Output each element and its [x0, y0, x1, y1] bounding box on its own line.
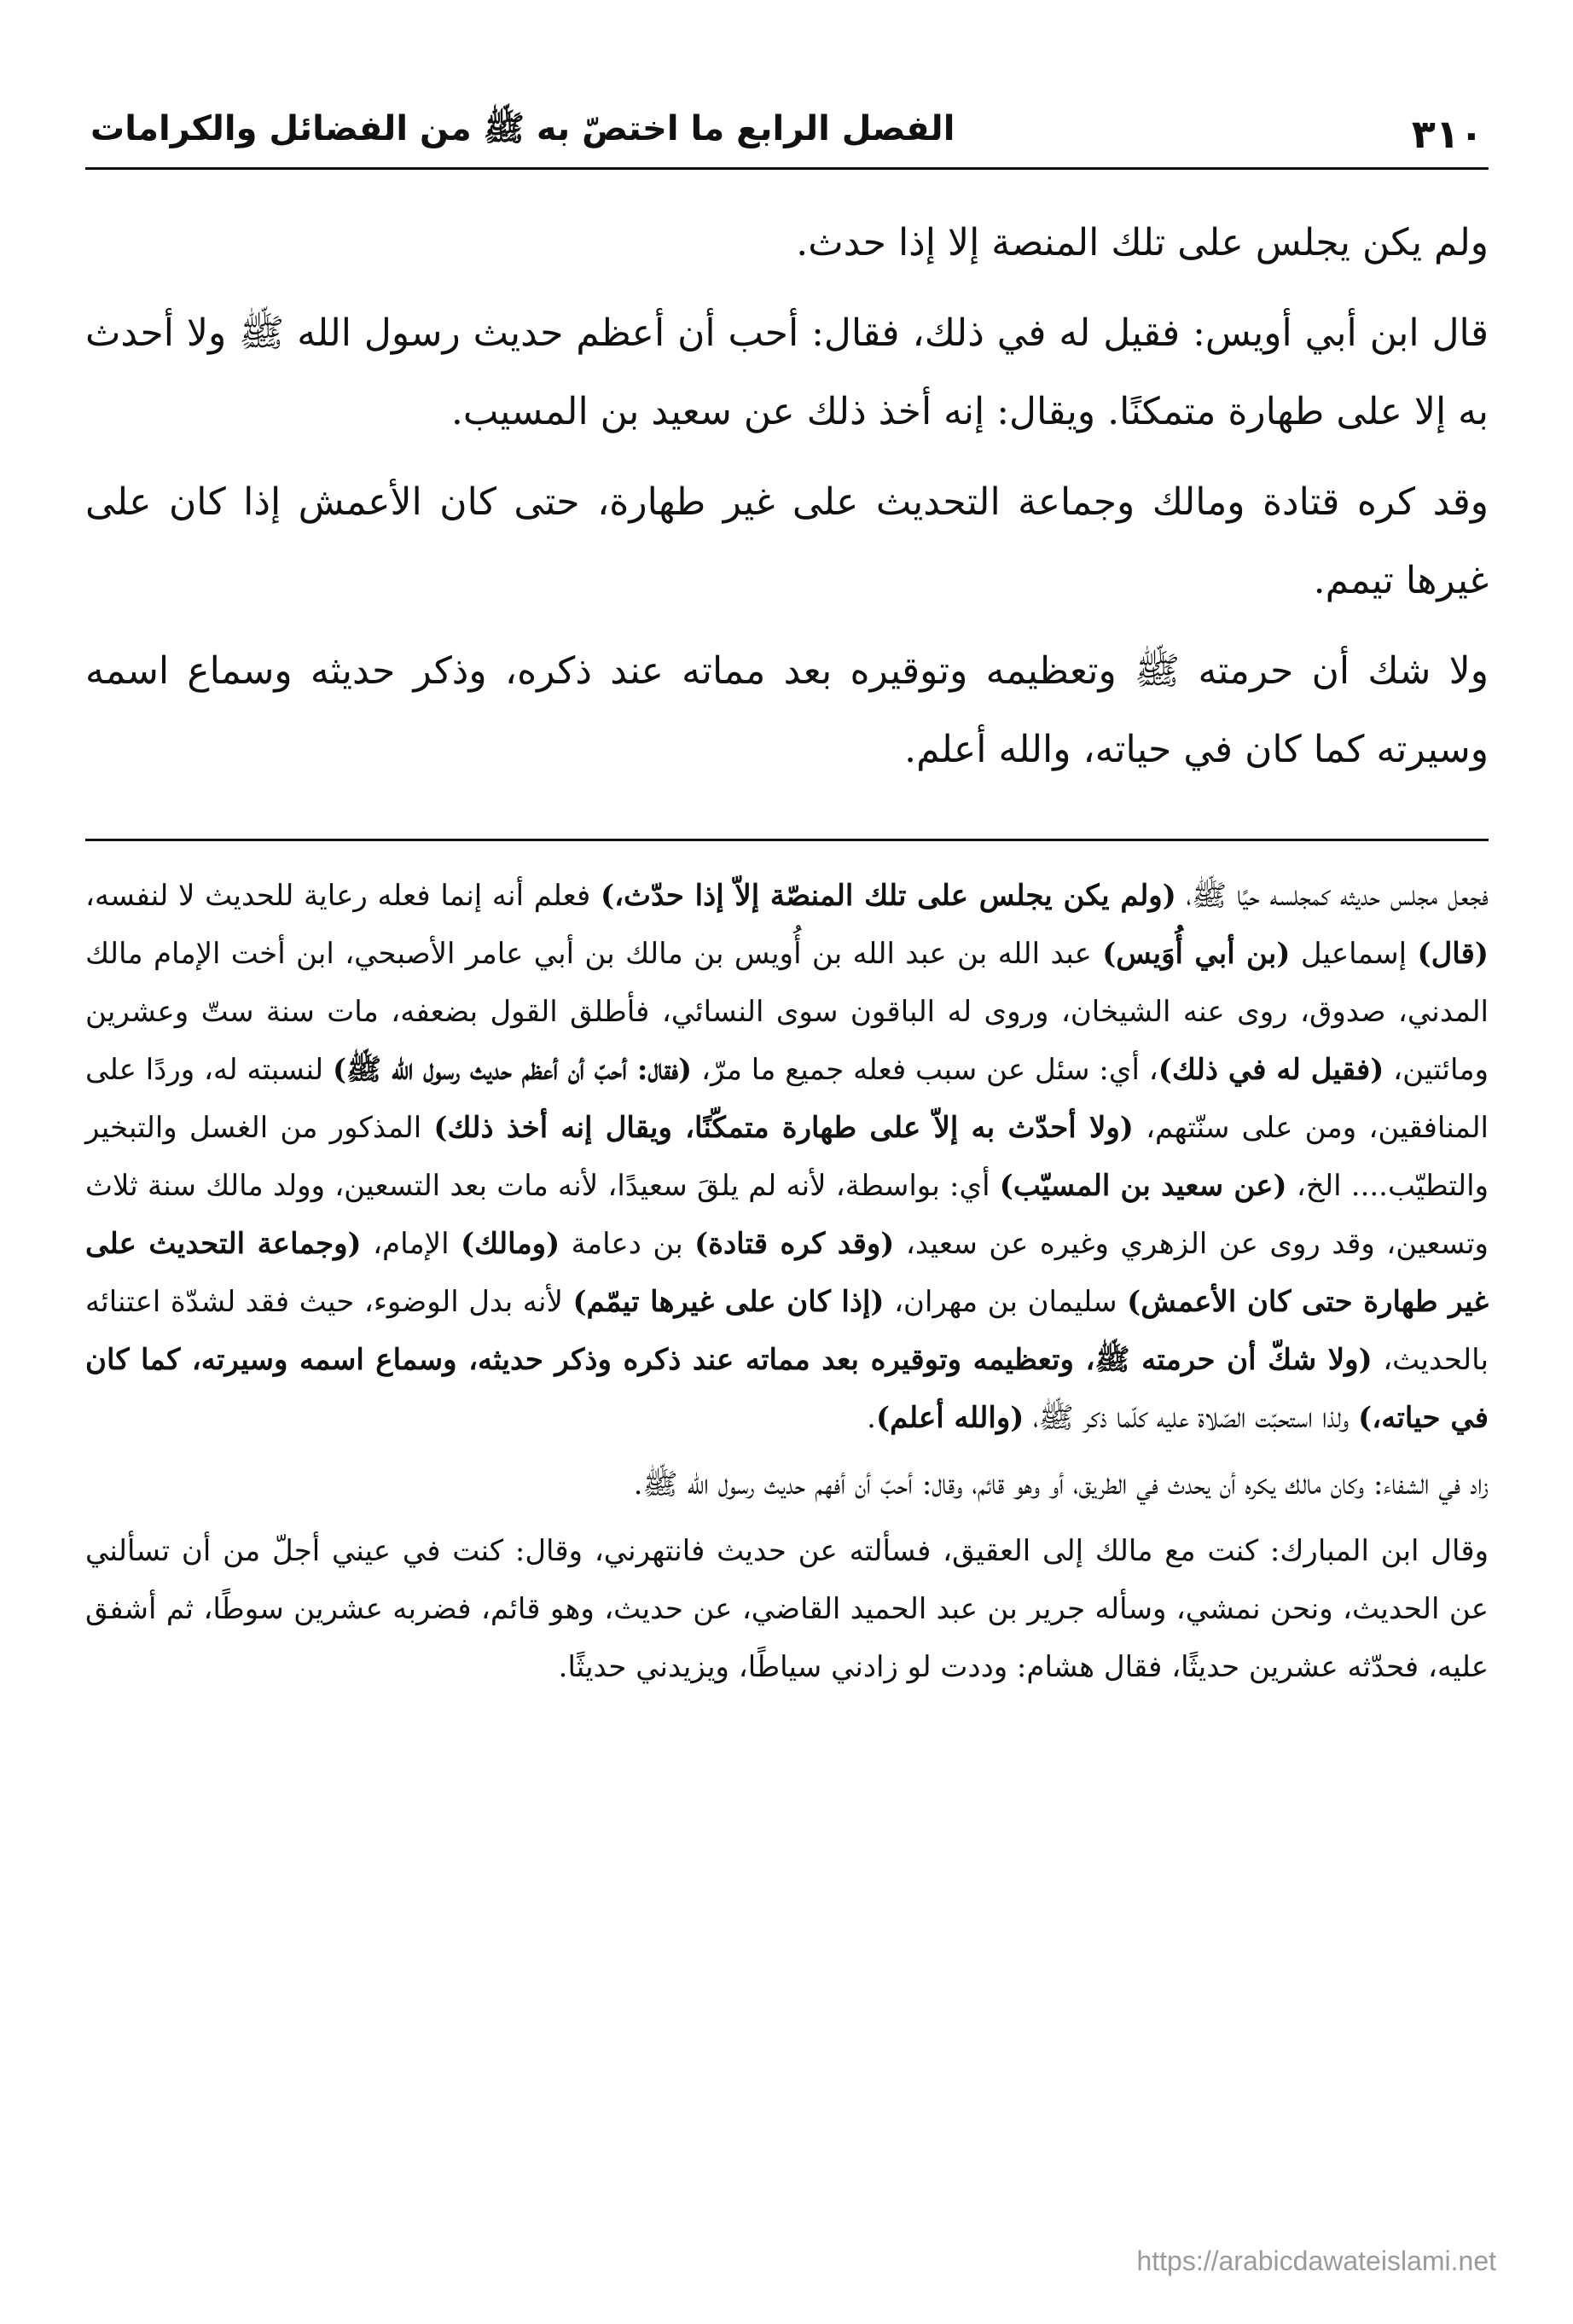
main-text	[85, 204, 1489, 789]
quoted-text: (إذا كان على غيرها تيمّم)	[572, 1285, 885, 1319]
quoted-text: (وقد كره قتادة)	[694, 1227, 895, 1261]
commentary-paragraph	[85, 867, 1489, 1447]
watermark-url: https://arabicdawateislami.net	[1136, 2246, 1496, 2276]
commentary-text: عبد الله بن عبد الله بن أُويس بن مالك بن أبي عامر الأصبحي، ابن أخت الإمام مالك المدني، صدوق، روى عنه الشيخان، وروى له الباقون سوى النسائي، فأطلق القول بضعفه، مات سنة ستّ وعشرين ومائتين،	[85, 937, 1489, 1087]
quoted-text: (فقال: أحبّ أن أعظم حديث رسول الله ﷺ)	[332, 1053, 693, 1087]
running-title: الفصل الرابع ما اختصّ به ﷺ من الفضائل والكرامات	[90, 109, 955, 148]
main-paragraph: قال ابن أبي أويس: فقيل له في ذلك، فقال: أحب أن أعظم حديث رسول الله ﷺ ولا أحدث به إلا على طهارة متمكنًا. ويقال: إنه أخذ ذلك عن سعيد بن المسيب.	[85, 311, 1489, 433]
commentary-text: ، أي: سئل عن سبب فعله جميع ما مرّ،	[692, 1053, 1158, 1087]
quoted-text: (عن سعيد بن المسيّب)	[999, 1169, 1287, 1203]
commentary-text: لنسبته له، وردًا على المنافقين، ومن على سنّتهم،	[85, 1053, 1489, 1145]
quoted-text: (ولم يكن يجلس على تلك المنصّة إلاّ إذا حدّث،)	[600, 879, 1176, 913]
quoted-text: (ولا شكّ أن حرمته ﷺ، وتعظيمه وتوقيره بعد مماته عند ذكره وذكر حديثه، وسماع اسمه وسيرته، كما كان في حياته،)	[85, 1343, 1489, 1435]
commentary-text: ولذا استحبّت الصّلاة عليه كلّما ذكر ﷺ،	[1024, 1401, 1359, 1435]
commentary-paragraph: وقال ابن المبارك: كنت مع مالك إلى العقيق، فسألته عن حديث فانتهرني، وقال: كنت في عيني أجلّ من أن تسألني عن الحديث، ونحن نمشي، وسأله جرير بن عبد الحميد القاضي، عن حديث، وهو قائم، فضربه عشرين سوطًا، ثم أشفق عليه، فحدّثه عشرين حديثًا، فقال هشام: وددت لو زادني سياطًا، ويزيدني حديثًا.	[85, 1534, 1489, 1684]
commentary-text: فعلم أنه إنما فعله رعاية للحديث لا لنفسه،	[85, 879, 601, 913]
commentary-text: أي: بواسطة، لأنه لم يلقَ سعيدًا، لأنه مات بعد التسعين، وولد مالك سنة ثلاث وتسعين، وقد روى عن الزهري وغيره عن سعيد،	[85, 1169, 1489, 1261]
main-paragraph: وقد كره قتادة ومالك وجماعة التحديث على غير طهارة، حتى كان الأعمش إذا كان على غيرها تيمم.	[85, 480, 1489, 602]
commentary-text: فجعل مجلس حديثه كمجلسه حيًا ﷺ،	[1175, 879, 1489, 913]
book-page	[85, 85, 1489, 2304]
page-number: ٣١٠	[1411, 111, 1483, 157]
quoted-text: (بن أبي أُوَيس)	[1102, 937, 1291, 971]
commentary-text: سليمان بن مهران،	[884, 1285, 1128, 1319]
commentary-text: .	[867, 1401, 876, 1435]
commentary-text: إسماعيل	[1290, 937, 1418, 971]
page-header	[85, 85, 1489, 167]
commentary-text: المذكور من الغسل والتبخير والتطيّب.... الخ،	[85, 1111, 1489, 1203]
section-divider	[85, 839, 1489, 841]
commentary-text: بن دعامة	[560, 1227, 695, 1261]
header-rule	[85, 167, 1489, 170]
quoted-text: (ومالك)	[460, 1227, 560, 1261]
quoted-text: (قال)	[1417, 937, 1489, 971]
quoted-text: (والله أعلم)	[875, 1401, 1024, 1435]
commentary-text: لأنه بدل الوضوء، حيث فقد لشدّة اعتنائه بالحديث،	[85, 1285, 1489, 1377]
quoted-text: (وجماعة التحديث على غير طهارة حتى كان الأعمش)	[85, 1227, 1489, 1319]
quoted-text: (فقيل له في ذلك)	[1158, 1053, 1384, 1087]
main-paragraph: ولم يكن يجلس على تلك المنصة إلا إذا حدث.	[796, 221, 1489, 264]
commentary-text: الإمام،	[361, 1227, 461, 1261]
quoted-text: (ولا أحدّث به إلاّ على طهارة متمكّنًا، ويقال إنه أخذ ذلك)	[433, 1111, 1134, 1145]
commentary-paragraph: زاد في الشفاء: وكان مالك يكره أن يحدث في الطريق، أو وهو قائم، وقال: أحبّ أن أفهم حديث رسول الله ﷺ.	[633, 1467, 1489, 1502]
commentary	[85, 867, 1489, 1696]
main-paragraph: ولا شك أن حرمته ﷺ وتعظيمه وتوقيره بعد مماته عند ذكره، وذكر حديثه وسماع اسمه وسيرته كما كان في حياته، والله أعلم.	[85, 649, 1489, 771]
